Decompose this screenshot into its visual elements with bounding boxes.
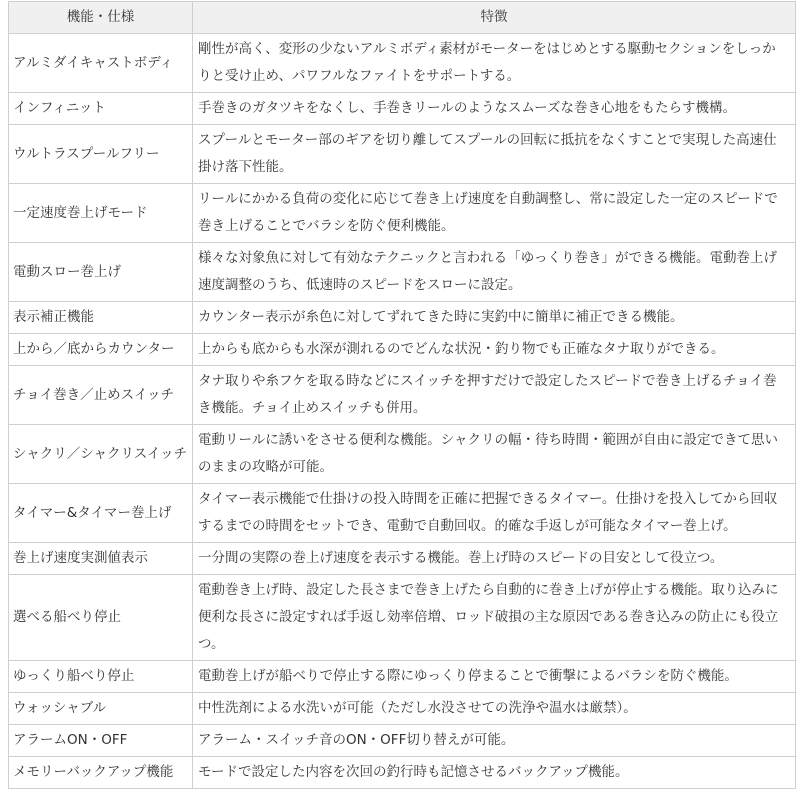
table-row — [9, 243, 796, 302]
table-row — [9, 366, 796, 425]
feature-name-cell: インフィニット — [9, 93, 193, 125]
feature-name-cell: シャクリ／シャクリスイッチ — [9, 425, 193, 484]
feature-description-cell: 電動リールに誘いをさせる便利な機能。シャクリの幅・待ち時間・範囲が自由に設定できて思いのままの攻略が可能。 — [193, 425, 796, 484]
table-row — [9, 757, 796, 789]
feature-description-cell: タイマー表示機能で仕掛けの投入時間を正確に把握できるタイマー。仕掛けを投入してから回収するまでの時間をセットでき、電動で自動回収。的確な手返しが可能なタイマー巻上げ。 — [193, 484, 796, 543]
feature-name-cell: 上から／底からカウンター — [9, 334, 193, 366]
feature-name-cell: メモリーバックアップ機能 — [9, 757, 193, 789]
feature-description-cell: 上からも底からも水深が測れるのでどんな状況・釣り物でも正確なタナ取りができる。 — [193, 334, 796, 366]
feature-name-cell: ゆっくり船べり停止 — [9, 661, 193, 693]
feature-name-cell: ウォッシャブル — [9, 693, 193, 725]
feature-spec-table — [8, 1, 796, 789]
feature-description-cell: モードで設定した内容を次回の釣行時も記憶させるバックアップ機能。 — [193, 757, 796, 789]
feature-description-cell: タナ取りや糸フケを取る時などにスイッチを押すだけで設定したスピードで巻き上げるチョイ巻き機能。チョイ止めスイッチも併用。 — [193, 366, 796, 425]
feature-name-cell: 選べる船べり停止 — [9, 575, 193, 661]
table-row — [9, 425, 796, 484]
table-row — [9, 693, 796, 725]
feature-name-cell: チョイ巻き／止めスイッチ — [9, 366, 193, 425]
table-header — [9, 2, 796, 34]
header-cell-feature: 機能・仕様 — [9, 2, 193, 34]
table-row — [9, 302, 796, 334]
feature-name-cell: タイマー&タイマー巻上げ — [9, 484, 193, 543]
feature-description-cell: カウンター表示が糸色に対してずれてきた時に実釣中に簡単に補正できる機能。 — [193, 302, 796, 334]
feature-description-cell: 様々な対象魚に対して有効なテクニックと言われる「ゆっくり巻き」ができる機能。電動巻上げ速度調整のうち、低速時のスピードをスローに設定。 — [193, 243, 796, 302]
feature-name-cell: ウルトラスプールフリー — [9, 125, 193, 184]
feature-name-cell: アルミダイキャストボディ — [9, 34, 193, 93]
feature-name-cell: 巻上げ速度実測値表示 — [9, 543, 193, 575]
table-row — [9, 543, 796, 575]
feature-description-cell: スプールとモーター部のギアを切り離してスプールの回転に抵抗をなくすことで実現した高速仕掛け落下性能。 — [193, 125, 796, 184]
table-row — [9, 484, 796, 543]
feature-description-cell: 電動巻き上げ時、設定した長さまで巻き上げたら自動的に巻き上げが停止する機能。取り込みに便利な長さに設定すれば手返し効率倍増、ロッド破損の主な原因である巻き込みの防止にも役立つ。 — [193, 575, 796, 661]
table-row — [9, 334, 796, 366]
table-header-row — [9, 2, 796, 34]
table-row — [9, 725, 796, 757]
table-row — [9, 575, 796, 661]
table-row — [9, 34, 796, 93]
table-row — [9, 184, 796, 243]
table-row — [9, 661, 796, 693]
feature-name-cell: 表示補正機能 — [9, 302, 193, 334]
feature-description-cell: 電動巻上げが船べりで停止する際にゆっくり停まることで衝撃によるバラシを防ぐ機能。 — [193, 661, 796, 693]
table-body — [9, 34, 796, 789]
feature-description-cell: 剛性が高く、変形の少ないアルミボディ素材がモーターをはじめとする駆動セクションをしっかりと受け止め、パワフルなファイトをサポートする。 — [193, 34, 796, 93]
feature-description-cell: アラーム・スイッチ音のON・OFF切り替えが可能。 — [193, 725, 796, 757]
table-row — [9, 125, 796, 184]
feature-description-cell: 中性洗剤による水洗いが可能（ただし水没させての洗浄や温水は厳禁）。 — [193, 693, 796, 725]
feature-name-cell: 一定速度巻上げモード — [9, 184, 193, 243]
feature-description-cell: 手巻きのガタツキをなくし、手巻きリールのようなスムーズな巻き心地をもたらす機構。 — [193, 93, 796, 125]
feature-name-cell: 電動スロー巻上げ — [9, 243, 193, 302]
header-cell-description: 特徴 — [193, 2, 796, 34]
feature-name-cell: アラームON・OFF — [9, 725, 193, 757]
table-row — [9, 93, 796, 125]
feature-description-cell: 一分間の実際の巻上げ速度を表示する機能。巻上げ時のスピードの目安として役立つ。 — [193, 543, 796, 575]
feature-description-cell: リールにかかる負荷の変化に応じて巻き上げ速度を自動調整し、常に設定した一定のスピードで巻き上げることでバラシを防ぐ便利機能。 — [193, 184, 796, 243]
